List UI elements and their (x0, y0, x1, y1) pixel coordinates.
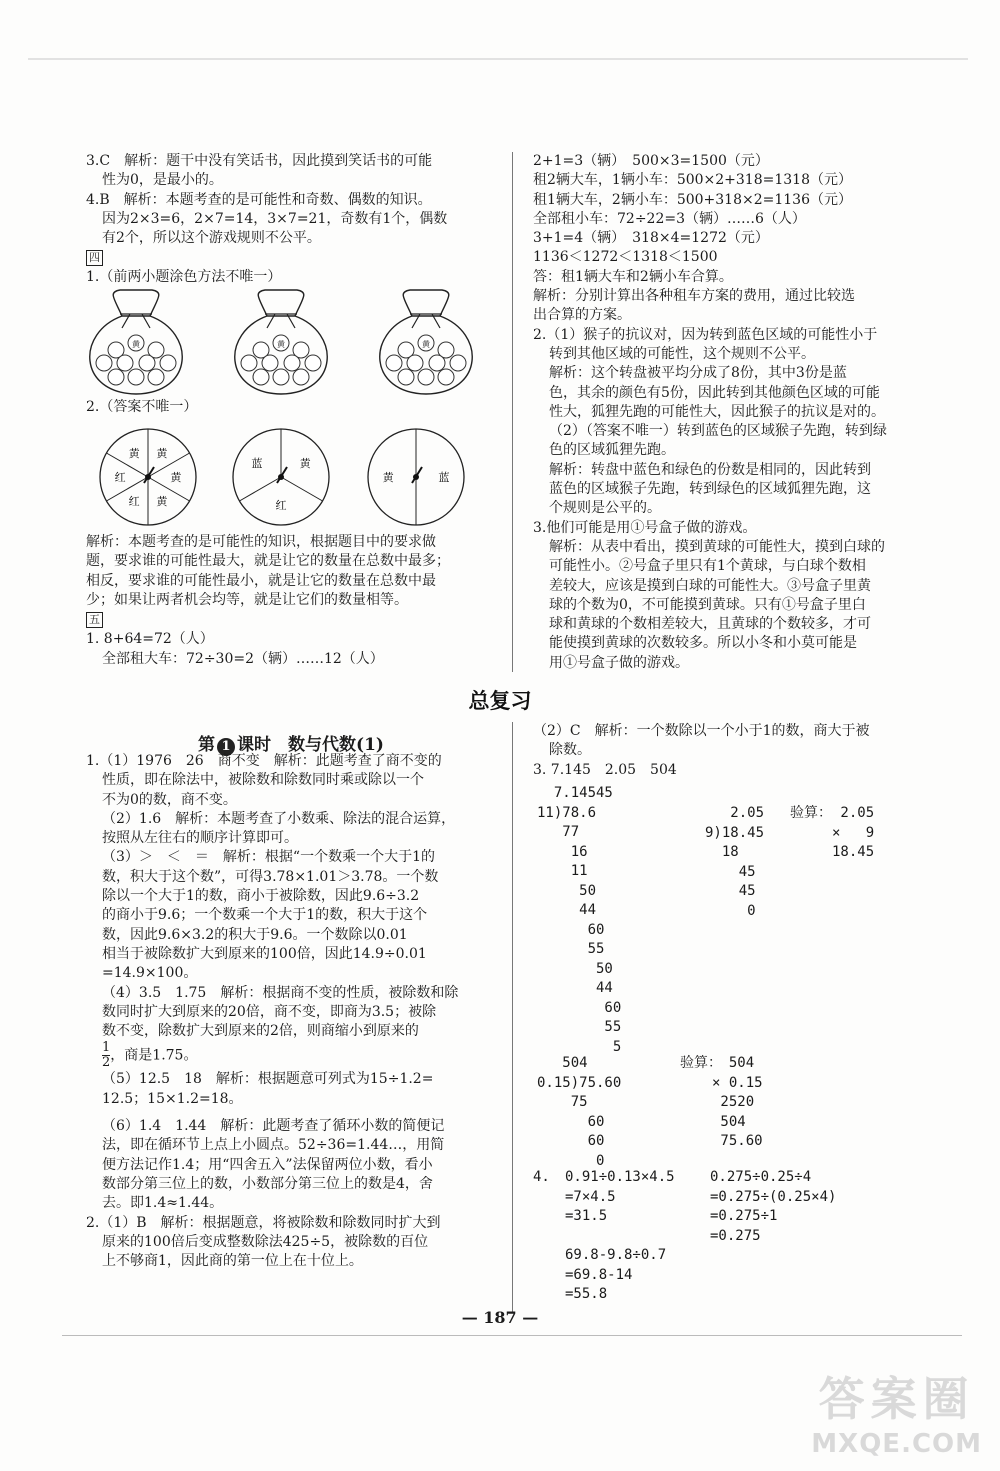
check-label-1: 验算： (790, 805, 832, 821)
text-line: 可能性小。②号盒子里只有1个黄球，与白球个数相 (549, 558, 866, 575)
text-line: 解析：转盘中蓝色和绿色的份数是相同的，因此转到 (549, 461, 871, 478)
analysis-line: 相反，要求谁的可能性最小，就是让它的数量在总数中最 (86, 572, 436, 589)
ball (148, 369, 164, 385)
analysis-line: 解析：本题考查的是可能性的知识，根据题目中的要求做 (86, 534, 436, 551)
text-line: 因为2×3=6，2×7=14，3×7=21，奇数有1个，偶数 (102, 210, 448, 227)
text-line: =14.9×100。 (102, 965, 198, 982)
spinner-sector-label: 黄 (156, 495, 168, 509)
text-line: 数，因此9.6×3.2的积大于9.6。一个数除以0.01 (102, 926, 408, 943)
ball (273, 369, 289, 385)
ball-label: 黄 (277, 339, 285, 349)
q4-calc-b: 0.275÷0.25÷4 =0.275÷(0.25×4) =0.275÷1 =0.275 (710, 1169, 837, 1244)
column-divider-top (512, 152, 513, 672)
bottom-rule (62, 1335, 962, 1336)
text-line: 3.他们可能是用①号盒子做的游戏。 (533, 519, 757, 536)
fraction-line (86, 1041, 496, 1070)
text-line: 性大，狐狸先跑的可能性大，因此猴子的抗议是对的。 (549, 403, 885, 420)
q5-line-2: 全部租大车：72÷30=2（辆）……12（人） (102, 650, 384, 667)
q2-2-line-1: （2）C 解析：一个数除以一个小于1的数，商大于被 (533, 723, 870, 739)
ball (96, 355, 112, 371)
section-box-4: 四 (86, 250, 103, 266)
text-line: （2）（答案不唯一）转到蓝色的区域猴子先跑，转到绿 (549, 423, 887, 440)
text-line: 解析：分别计算出各种租车方案的费用，通过比较选 (533, 288, 855, 305)
text-line: 2+1=3（辆） 500×3=1500（元） (533, 153, 769, 169)
lesson-number: 1 (217, 738, 235, 756)
text-line: 不为0的数，商不变。 (102, 791, 237, 808)
text-line: 能使摸到黄球的次数较多。所以小冬和小莫可能是 (549, 635, 857, 652)
text-line: 差较大，应该是摸到白球的可能性大。③号盒子里黄 (549, 577, 871, 594)
fraction-denominator: 2 (102, 1055, 111, 1071)
text-line: 2.（1）猴子的抗议对，因为转到蓝色区域的可能性小于 (533, 326, 878, 343)
text-line: 租2辆大车，1辆小车：500×2+318=1318（元） (533, 172, 852, 189)
text-line: 去。即1.4̇≈1.44。 (102, 1195, 224, 1212)
fraction-tail: ，商是1.75。 (110, 1047, 198, 1064)
text-line: 数同时扩大到原来的20倍，商不变，即商为3.5；被除 (102, 1003, 437, 1020)
ball (117, 355, 133, 371)
spinner-wheel (233, 429, 329, 525)
text-line: 出合算的方案。 (533, 307, 631, 324)
q2-note: 2.（答案不唯一） (86, 398, 198, 415)
lesson-suffix: 课时 数与代数(1) (237, 735, 384, 755)
text-line: （5）12.5 18 解析：根据题意可列式为15÷1.2= (102, 1071, 434, 1088)
spinner-sector-label: 红 (114, 471, 126, 485)
text-line: 2.（1）B 解析：根据题意，将被除数和除数同时扩大到 (86, 1214, 441, 1231)
text-line: 数，积大于这个数”，可得3.78×1.01＞3.78。一个数 (102, 868, 439, 885)
q2-2-line-2: 除数。 (549, 742, 591, 759)
spinner-wheel (100, 429, 196, 525)
watermark-url: MXQE.COM (811, 1429, 982, 1459)
text-line: 1.（1）1976 26 商不变 解析：此题考查了商不变的 (86, 753, 442, 769)
ball (241, 355, 257, 371)
spinner-figure (86, 417, 496, 533)
left-top-column (86, 152, 496, 669)
text-line: 球和黄球的个数相差较大，且黄球的个数较多，才可 (549, 616, 871, 633)
text-line: 解析：这个转盘被平均分成了8份，其中3份是蓝 (549, 365, 847, 382)
text-line: （2）1.6 解析：本题考查了小数乘、除法的混合运算， (102, 810, 456, 827)
text-line: 性质，即在除法中，被除数和除数同时乘或除以一个 (102, 772, 424, 789)
text-line: （6）1.4̇ 1.44 解析：此题考查了循环小数的简便记 (102, 1118, 445, 1135)
spinner-sector-label: 黄 (299, 457, 311, 471)
spinner-sector-label: 黄 (156, 446, 168, 460)
text-line: 解析：从表中看出，摸到黄球的可能性大，摸到白球的 (549, 538, 885, 555)
page-number: — 187 — (461, 1308, 539, 1327)
section-box-5: 五 (86, 612, 103, 628)
text-line: 原来的100倍后变成整数除法425÷5，被除数的百位 (102, 1233, 429, 1250)
ball-label: 黄 (422, 339, 430, 349)
text-line: 转到其他区域的可能性，这个规则不公平。 (549, 345, 815, 362)
spinner-sector-label: 蓝 (438, 471, 450, 485)
text-line: 除以一个大于1的数，商小于被除数，因此9.6÷3.2 (102, 888, 420, 905)
ball (398, 369, 414, 385)
long-division-3: 504 0.15)75.60 75 60 60 0 (537, 1055, 622, 1169)
analysis-line: 题，要求谁的可能性最大，就是让它的数量在总数中最多； (86, 553, 450, 570)
q4-label: 4. (533, 1169, 550, 1185)
spinner-sector-label: 蓝 (251, 457, 263, 471)
watermark-logo: 答案圈 (818, 1372, 975, 1426)
top-rule (28, 58, 968, 60)
ball (293, 369, 309, 385)
q5-line-1: 1. 8+64=72（人） (86, 631, 214, 648)
text-line: 蓝色的区域猴子先跑，转到绿色的区域狐狸先跑，这 (549, 481, 871, 498)
ball (407, 355, 423, 371)
column-divider-bottom (512, 722, 513, 1312)
long-division-1: 7.14545 11)78.6 77 16 11 50 44 60 55 50 44 60 55 5 (537, 785, 622, 1055)
text-line: 数不变，除数扩大到原来的2倍，则商缩小到原来的 (102, 1023, 419, 1040)
ball (262, 355, 278, 371)
spinner-sector-label: 红 (275, 498, 287, 512)
check-calc-1: 2.05 × 9 18.45 (832, 805, 875, 860)
text-line: 个规则是公平的。 (549, 500, 661, 517)
text-line: 相当于被除数扩大到原来的100倍，因此14.9÷0.01 (102, 945, 427, 962)
text-line: 法，即在循环节上点上小圆点。52÷36=1.44…，用简 (102, 1137, 445, 1154)
q3-answers: 3. 7.145 2.05 504 (533, 761, 677, 778)
text-line: 色的区域狐狸先跑。 (549, 442, 675, 459)
ball-label: 黄 (132, 339, 140, 349)
spinner-sector-label: 黄 (128, 446, 140, 460)
text-line: 用①号盒子做的游戏。 (549, 654, 689, 671)
text-line: 3.C 解析：题干中没有笑话书，因此摸到笑话书的可能 (86, 153, 433, 169)
text-line: 上不够商1，因此商的第一位上在十位上。 (102, 1253, 363, 1270)
text-line: 性为0，是最小的。 (102, 172, 223, 189)
ball (128, 369, 144, 385)
ball (418, 369, 434, 385)
text-line: 色，其余的颜色有5份，因此转到其他颜色区域的可能 (549, 384, 880, 401)
long-division-2: 2.05 9)18.45 18 45 45 0 (705, 805, 765, 919)
ball (139, 355, 155, 371)
spinner-sector-label: 黄 (170, 471, 182, 485)
q1-note: 1.（前两小题涂色方法不唯一） (86, 269, 282, 286)
ball (450, 355, 466, 371)
spinner-sector-label: 黄 (382, 471, 394, 485)
text-line: （3）＞ ＜ ＝ 解析：根据“一个数乘一个大于1的 (102, 849, 435, 866)
lesson-prefix: 第 (198, 735, 216, 755)
text-line: 球的个数为0，不可能摸到黄球。只有①号盒子里白 (549, 596, 866, 613)
left-bottom-column (86, 752, 496, 1271)
section-title: 总复习 (468, 689, 532, 713)
bags-figure (86, 288, 496, 398)
text-line: 按照从左往右的顺序计算即可。 (102, 830, 298, 847)
text-line: 全部租小车：72÷22=3（辆）……6（人） (533, 210, 806, 227)
text-line: 12.5；15×1.2=18。 (102, 1090, 243, 1107)
ball (429, 355, 445, 371)
ball (386, 355, 402, 371)
text-line: 有2个，所以这个游戏规则不公平。 (102, 230, 321, 247)
ball (438, 369, 454, 385)
analysis-line: 少；如果让两者机会均等，就是让它们的数量相等。 (86, 591, 408, 608)
check-label-2: 验算： (680, 1055, 722, 1071)
fraction-numerator: 1 (102, 1040, 111, 1056)
check-calc-2: 504 × 0.15 2520 504 75.60 (712, 1055, 763, 1149)
text-line: 数部分第三位上的数，小数部分第三位上的数是4，舍 (102, 1175, 433, 1192)
text-line: 的商小于9.6；一个数乘一个大于1的数，积大于这个 (102, 907, 428, 924)
ball (305, 355, 321, 371)
text-line: 答：租1辆大车和2辆小车合算。 (533, 268, 733, 285)
spinner-sector-label: 红 (128, 495, 140, 509)
ball (284, 355, 300, 371)
text-line: 便方法记作1.4̇；用“四舍五入”法保留两位小数，看小 (102, 1156, 433, 1173)
spinner-wheel (368, 429, 464, 525)
text-line: 4.B 解析：本题考查的是可能性和奇数、偶数的知识。 (86, 191, 432, 208)
q4-calc-a: 0.91÷0.13×4.5 =7×4.5 =31.5 (565, 1169, 675, 1224)
ball (160, 355, 176, 371)
ball (108, 369, 124, 385)
text-line: （4）3.5 1.75 解析：根据商不变的性质，被除数和除 (102, 984, 459, 1001)
text-line: 1136＜1272＜1318＜1500 (533, 249, 718, 266)
right-bottom-column (533, 722, 938, 780)
text-line: 3+1=4（辆） 318×4=1272（元） (533, 230, 769, 247)
text-line: 租1辆大车，2辆小车：500+318×2=1136（元） (533, 191, 852, 208)
ball (253, 369, 269, 385)
right-top-column (533, 152, 938, 673)
site-watermark (811, 1363, 982, 1459)
text-line (86, 1109, 496, 1117)
q4-calc-c: 69.8-9.8÷0.7 =69.8-14 =55.8 (565, 1247, 667, 1302)
